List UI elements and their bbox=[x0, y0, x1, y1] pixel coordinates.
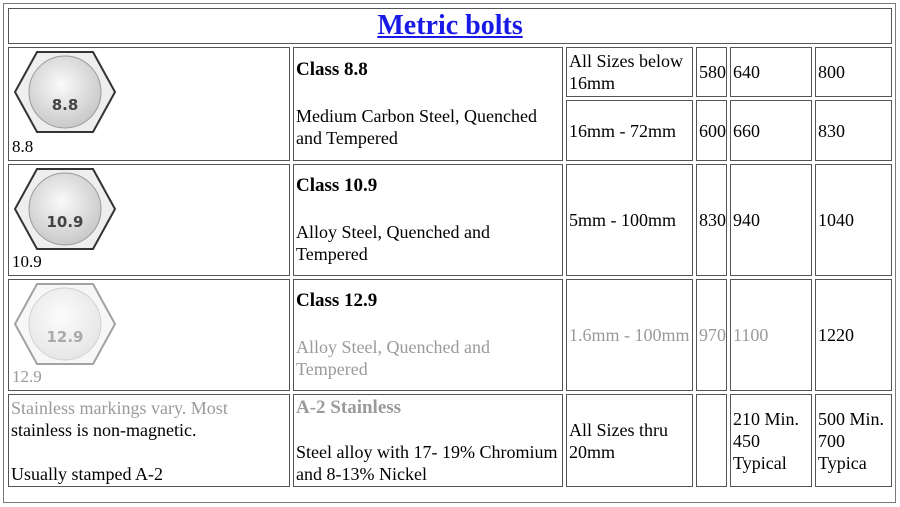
material-text: Alloy Steel, Quenched and Tempered bbox=[296, 222, 490, 264]
yield-strength-cell: 640 bbox=[730, 47, 812, 97]
class-description-cell bbox=[293, 394, 563, 487]
note-line: Stainless markings vary. Most bbox=[11, 398, 228, 418]
tensile-strength-cell: 500 Min. 700 Typica bbox=[815, 394, 892, 487]
bolt-head-marking: 12.9 bbox=[46, 328, 84, 346]
metric-bolts-table bbox=[5, 5, 895, 490]
hex-bolt-head-icon bbox=[13, 166, 117, 252]
hex-bolt-head-icon bbox=[13, 49, 117, 135]
hex-bolt-head-icon bbox=[13, 281, 117, 367]
material-text: Steel alloy with 17- 19% Chromium and 8-13% Nickel bbox=[296, 442, 558, 484]
tensile-strength-cell: 1220 bbox=[815, 279, 892, 391]
size-cell: All Sizes thru 20mm bbox=[566, 394, 693, 487]
stainless-note-cell bbox=[8, 394, 290, 487]
class-name: Class 12.9 bbox=[296, 290, 378, 311]
class-name: A-2 Stainless bbox=[296, 397, 402, 418]
note-line: Usually stamped A-2 bbox=[11, 464, 163, 484]
bolt-grade-label: 10.9 bbox=[12, 252, 42, 271]
proof-load-cell: 830 bbox=[696, 164, 727, 276]
proof-load-cell: 580 bbox=[696, 47, 727, 97]
size-cell: 1.6mm - 100mm bbox=[566, 279, 693, 391]
proof-load-cell bbox=[696, 394, 727, 487]
material-text: Alloy Steel, Quenched and Tempered bbox=[296, 337, 490, 379]
tensile-strength-cell: 830 bbox=[815, 100, 892, 161]
bolt-icon-cell-10-9 bbox=[8, 164, 290, 276]
bolt-icon-cell-12-9 bbox=[8, 279, 290, 391]
material-text: Medium Carbon Steel, Quenched and Tempered bbox=[296, 106, 537, 148]
yield-strength-cell: 660 bbox=[730, 100, 812, 161]
bolt-grade-label: 8.8 bbox=[12, 137, 34, 156]
title-cell bbox=[8, 8, 892, 44]
bolt-grade-label: 12.9 bbox=[12, 367, 42, 386]
tensile-strength-cell: 800 bbox=[815, 47, 892, 97]
size-cell: 16mm - 72mm bbox=[566, 100, 693, 161]
class-description-cell bbox=[293, 164, 563, 276]
class-name: Class 8.8 bbox=[296, 59, 368, 80]
bolt-head-marking: 10.9 bbox=[46, 213, 84, 231]
note-line: stainless is non-magnetic. bbox=[11, 420, 197, 440]
yield-strength-cell: 210 Min. 450 Typical bbox=[730, 394, 812, 487]
tensile-strength-cell: 1040 bbox=[815, 164, 892, 276]
yield-strength-cell: 1100 bbox=[730, 279, 812, 391]
proof-load-cell: 970 bbox=[696, 279, 727, 391]
bolt-icon-cell-8-8 bbox=[8, 47, 290, 161]
class-description-cell bbox=[293, 47, 563, 161]
yield-strength-cell: 940 bbox=[730, 164, 812, 276]
page-title[interactable]: Metric bolts bbox=[377, 10, 523, 41]
class-description-cell bbox=[293, 279, 563, 391]
proof-load-cell: 600 bbox=[696, 100, 727, 161]
class-name: Class 10.9 bbox=[296, 175, 378, 196]
bolt-head-marking: 8.8 bbox=[51, 96, 79, 114]
size-cell: All Sizes below 16mm bbox=[566, 47, 693, 97]
size-cell: 5mm - 100mm bbox=[566, 164, 693, 276]
